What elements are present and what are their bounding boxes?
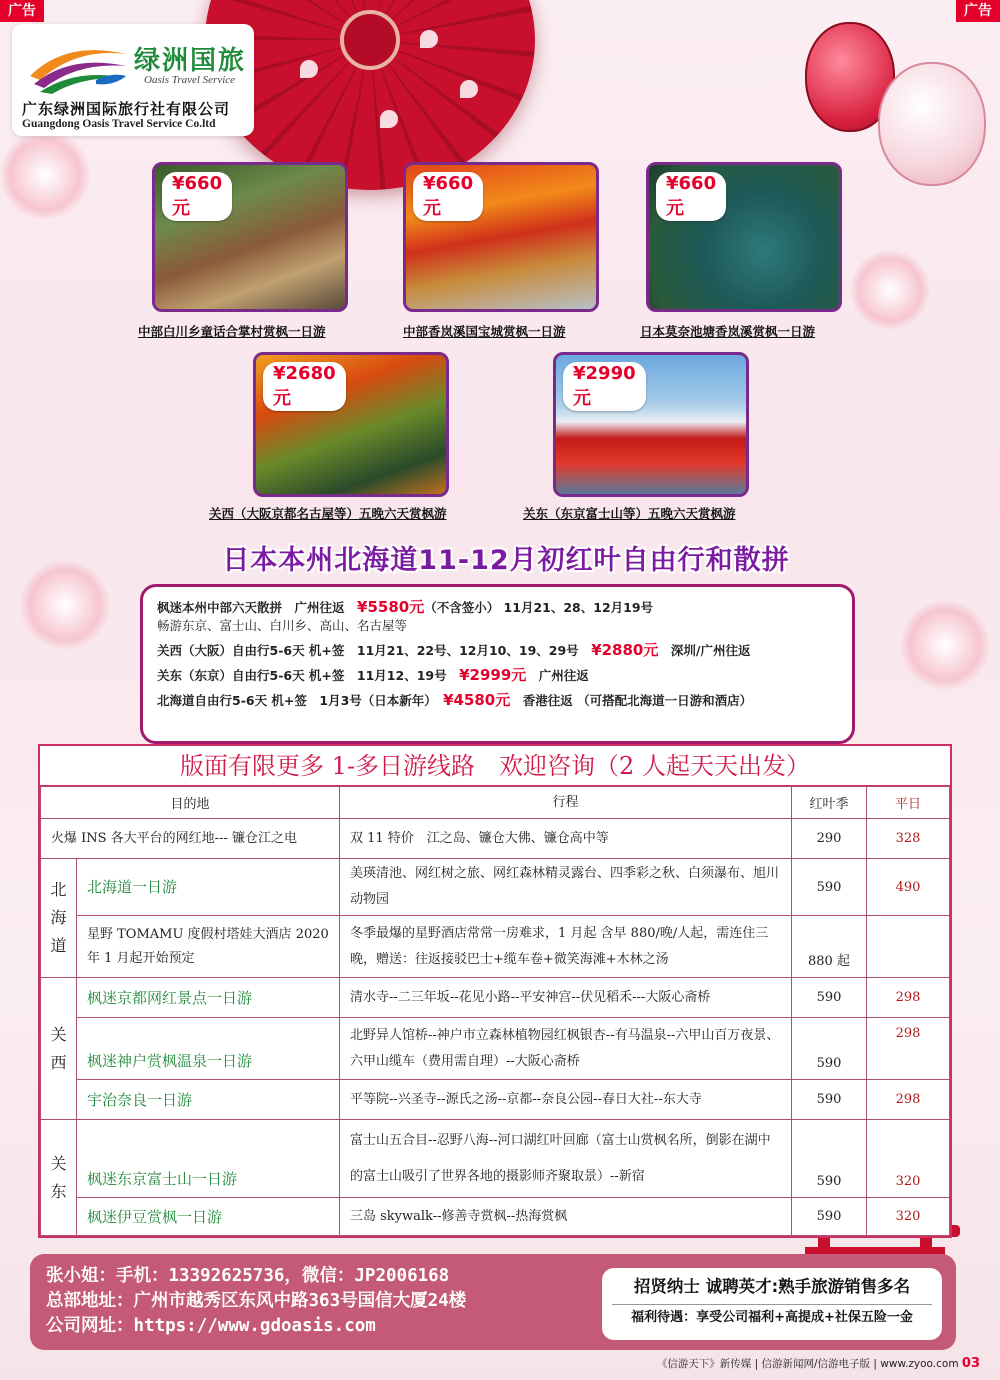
row-route: 富士山五合目--忍野八海--河口湖红叶回廊（富士山赏枫名所，倒影在湖中的富士山吸引了世界各地的摄影师齐聚取景）--新宿 [340,1120,792,1198]
tour-price: ¥660元 [162,172,232,221]
offer-detail: 广州往返 [526,668,589,683]
row-peak-price: 590 [792,978,867,1018]
oasis-swoosh-icon [26,36,130,96]
tours-table [38,744,952,1238]
tour-caption[interactable]: 关东（东京富士山等）五晚六天赏枫游 [523,506,736,521]
row-route: 冬季最爆的星野酒店常常一房难求，1 月起 含早 880/晚/人起，需连住三晚，赠送：往返接驳巴士+缆车卷+微笑海滩+木林之汤 [340,916,792,978]
table-title: 版面有限更多 1-多日游线路 欢迎咨询（2 人起天天出发） [40,746,950,786]
region-char: 西 [50,1052,67,1072]
table-header-row [41,787,950,819]
offer-line[interactable] [157,688,838,713]
ad-tag-right: 广告 [956,0,1000,22]
table-row[interactable] [41,1018,950,1080]
contact-info [46,1264,466,1339]
lantern-decoration [878,62,986,186]
offer-price: ¥2999元 [459,666,527,684]
tour-price: ¥2990元 [563,362,646,411]
row-normal-price: 320 [867,1198,950,1236]
page-footer [657,1356,980,1371]
ad-tag-left: 广告 [0,0,44,22]
region-kansai [41,978,77,1120]
company-name-en: Guangdong Oasis Travel Service Co.ltd [22,118,216,130]
row-normal-price: 328 [867,819,950,859]
row-destination: 枫迷神户赏枫温泉一日游 [77,1018,340,1080]
headline: 日本本州北海道11-12月初红叶自由行和散拼 [222,545,790,576]
table-row[interactable] [41,916,950,978]
petal-decoration [300,60,318,78]
brand-name-en: Oasis Travel Service [144,74,236,86]
company-name: 广东绿洲国际旅行社有限公司 [22,100,231,118]
offer-detail: （不含签小） 11月21、28、12月19号 [424,600,654,615]
contact-bar [30,1254,956,1350]
header-destination: 目的地 [41,787,340,819]
offer-desc: 关西（大阪）自由行5-6天 机+签 11月21、22号、12月10、19、29号 [157,643,592,658]
offer-line[interactable] [157,663,838,688]
row-normal-price: 490 [867,859,950,916]
blossom-decoration [900,600,990,690]
offer-price: ¥4580元 [443,691,511,709]
tour-caption[interactable]: 关西（大阪京都名古屋等）五晚六天赏枫游 [209,506,447,521]
row-destination: 枫迷伊豆赏枫一日游 [77,1198,340,1236]
row-destination: 宇治奈良一日游 [77,1080,340,1120]
row-route: 北野异人馆桥--神户市立森林植物园红枫银杏--有马温泉--六甲山百万夜景、六甲山缆车（费用需自理）--大阪心斋桥 [340,1018,792,1080]
tour-price: ¥2680元 [263,362,346,411]
table-row[interactable] [41,1080,950,1120]
row-normal-price: 298 [867,978,950,1018]
petal-decoration [380,110,398,128]
region-char: 北 [50,880,67,899]
header-route: 行程 [340,787,792,819]
region-char: 东 [50,1181,67,1201]
tour-caption[interactable]: 中部白川乡童话合掌村赏枫一日游 [138,324,326,339]
row-route: 三岛 skywalk--修善寺赏枫--热海赏枫 [340,1198,792,1236]
petal-decoration [420,30,438,48]
row-normal-price: 298 [867,1080,950,1120]
row-peak-price: 590 [792,1080,867,1120]
offer-line[interactable] [157,638,838,663]
offer-desc: 关东（东京）自由行5-6天 机+签 11月12、19号 [157,668,460,683]
tour-price: ¥660元 [656,172,726,221]
blossom-decoration [0,130,90,220]
offer-detail: 香港往返 （可搭配北海道一日游和酒店） [510,693,753,708]
row-destination: 北海道一日游 [77,859,340,916]
region-char: 关 [50,1024,67,1044]
tour-price: ¥660元 [413,172,483,221]
row-route: 双 11 特价 江之岛、镰仓大佛、镰仓高中等 [340,819,792,859]
row-peak-price: 590 [792,1018,867,1080]
region-char: 道 [50,936,67,955]
recruit-title: 招贤纳士 诚聘英才:熟手旅游销售多名 [633,1277,911,1296]
row-destination: 火爆 INS 各大平台的网红地--- 镰仓江之电 [41,819,340,859]
blossom-decoration [20,560,110,650]
tour-caption[interactable]: 日本莫奈池塘香岚溪赏枫一日游 [640,324,816,339]
table-row[interactable] [41,1198,950,1236]
contact-address: 总部地址：广州市越秀区东风中路363号国信大厦24楼 [46,1291,467,1311]
row-destination: 星野 TOMAMU 度假村塔娃大酒店 2020 年 1 月起开始预定 [77,916,340,978]
offer-subline: 畅游东京、富士山、白川乡、高山、名古屋等 [157,618,408,633]
umbrella-center-decoration [340,10,400,70]
row-route: 平等院--兴圣寺--源氏之汤--京都--奈良公园--春日大社--东大寺 [340,1080,792,1120]
offer-detail: 深圳/广州往返 [658,643,751,658]
contact-website[interactable]: 公司网址：https://www.gdoasis.com [46,1316,376,1336]
header-peak: 红叶季 [792,787,867,819]
offer-desc: 北海道自由行5-6天 机+签 1月3号（日本新年） [157,693,444,708]
row-peak-price: 590 [792,859,867,916]
company-logo [12,24,254,136]
row-peak-price: 290 [792,819,867,859]
table-row[interactable] [41,978,950,1018]
table-row[interactable] [41,819,950,859]
recruit-box [602,1268,942,1340]
row-route: 美瑛清池、网红树之旅、网红森林精灵露台、四季彩之秋、白须瀑布、旭川动物园 [340,859,792,916]
table-row[interactable] [41,859,950,916]
footer-publication[interactable]: 《信游天下》新传媒 | 信游新闻网/信游电子版 | www.zyoo.com [656,1358,962,1370]
row-peak-price: 880 起 [792,916,867,978]
offer-desc: 枫迷本州中部六天散拼 广州往返 [157,600,358,615]
region-hokkaido [41,859,77,978]
region-char: 海 [50,908,67,927]
region-kanto [41,1120,77,1236]
page-number: 03 [961,1356,980,1371]
row-normal-price: 298 [867,1018,950,1080]
tour-caption[interactable]: 中部香岚溪国宝城赏枫一日游 [403,324,566,339]
row-normal-price: 320 [867,1120,950,1198]
contact-phone-wechat[interactable]: 张小姐：手机：13392625736，微信：JP2006168 [46,1266,450,1286]
row-destination: 枫迷京都网红景点一日游 [77,978,340,1018]
region-char: 关 [50,1153,67,1173]
offer-price: ¥5580元 [357,598,425,616]
row-peak-price: 590 [792,1198,867,1236]
brand-name: 绿洲国旅 [134,46,247,76]
row-route: 清水寺--二三年坂--花见小路--平安神宫--伏见稻禾---大阪心斋桥 [340,978,792,1018]
recruit-benefits: 福利待遇：享受公司福利+高提成+社保五险一金 [612,1304,932,1331]
offer-price: ¥2880元 [591,641,659,659]
header-normal: 平日 [867,787,950,819]
table-row[interactable] [41,1120,950,1198]
row-destination: 枫迷东京富士山一日游 [77,1120,340,1198]
row-peak-price: 590 [792,1120,867,1198]
blossom-decoration [850,250,930,330]
offers-box [140,584,855,744]
row-normal-price [867,916,950,978]
petal-decoration [460,80,478,98]
